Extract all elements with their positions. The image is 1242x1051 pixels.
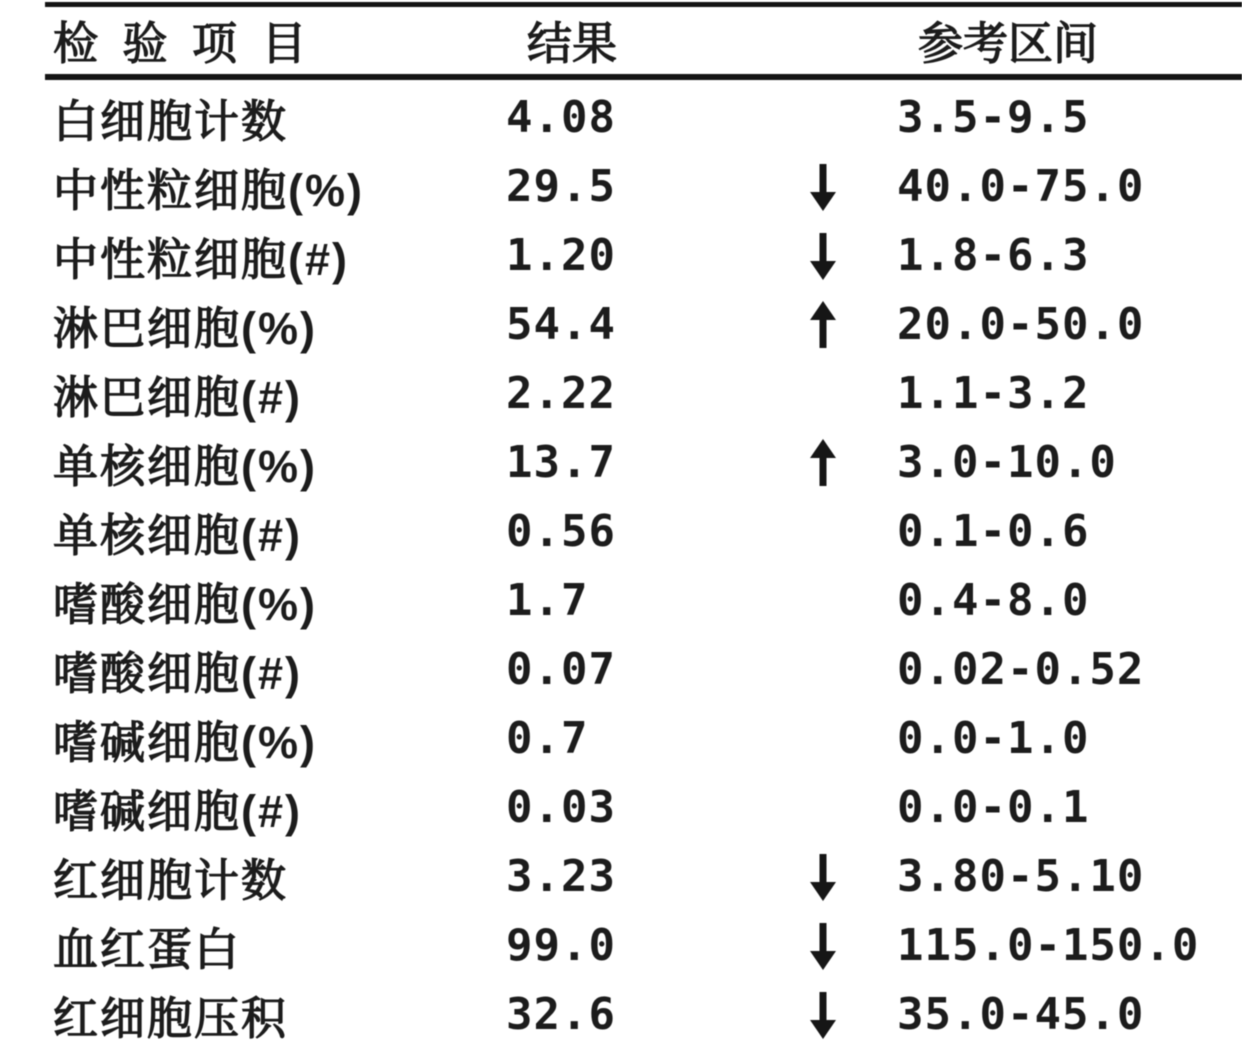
reference-range: 40.0-75.0	[897, 161, 1145, 212]
flag-cell	[790, 370, 856, 418]
test-item-name: 中性粒细胞(#)	[53, 234, 349, 285]
arrow-up-icon	[790, 301, 856, 349]
test-item-name: 嗜碱细胞(%)	[53, 717, 317, 768]
table-row	[0, 773, 1242, 842]
table-row	[0, 566, 1242, 635]
flag-cell	[790, 646, 856, 694]
arrow-down-icon	[790, 232, 856, 280]
table-row	[0, 842, 1242, 911]
test-item-name: 血红蛋白	[53, 924, 242, 975]
reference-range: 3.5-9.5	[897, 92, 1090, 143]
test-item-name: 嗜碱细胞(#)	[53, 786, 302, 837]
flag-cell	[790, 715, 856, 763]
arrow-down-icon	[790, 853, 856, 901]
reference-range: 0.0-1.0	[897, 713, 1090, 764]
test-result-value: 0.7	[506, 713, 589, 764]
arrow-down-icon	[790, 163, 856, 211]
test-item-name: 红细胞计数	[53, 855, 289, 906]
table-row	[0, 980, 1242, 1049]
flag-cell	[790, 577, 856, 625]
arrow-down-icon	[790, 922, 856, 970]
table-row	[0, 290, 1242, 359]
reference-range: 1.1-3.2	[897, 368, 1090, 419]
table-row	[0, 497, 1242, 566]
flag-cell	[790, 784, 856, 832]
test-item-name: 中性粒细胞(%)	[53, 165, 364, 216]
table-header-row	[0, 8, 1242, 70]
flag-cell	[790, 508, 856, 556]
test-item-name: 嗜酸细胞(%)	[53, 579, 317, 630]
test-item-name: 淋巴细胞(%)	[53, 303, 317, 354]
table-row	[0, 359, 1242, 428]
reference-range: 0.0-0.1	[897, 782, 1090, 833]
test-item-name: 单核细胞(#)	[53, 510, 302, 561]
test-result-value: 1.7	[506, 575, 589, 626]
test-result-value: 32.6	[506, 989, 616, 1040]
column-header-result: 结果	[527, 17, 618, 69]
table-header-underline	[45, 74, 1242, 80]
table-row	[0, 152, 1242, 221]
test-item-name: 单核细胞(%)	[53, 441, 317, 492]
table-row	[0, 635, 1242, 704]
reference-range: 3.0-10.0	[897, 437, 1117, 488]
test-result-value: 1.20	[506, 230, 616, 281]
test-item-name: 嗜酸细胞(#)	[53, 648, 302, 699]
reference-range: 0.4-8.0	[897, 575, 1090, 626]
test-result-value: 13.7	[506, 437, 616, 488]
table-body	[0, 83, 1242, 1049]
test-result-value: 3.23	[506, 851, 616, 902]
test-result-value: 0.03	[506, 782, 616, 833]
table-row	[0, 428, 1242, 497]
reference-range: 35.0-45.0	[897, 989, 1145, 1040]
column-header-test-item: 检 验 项 目	[53, 17, 313, 69]
table-row	[0, 83, 1242, 152]
reference-range: 20.0-50.0	[897, 299, 1145, 350]
test-item-name: 白细胞计数	[53, 96, 289, 147]
test-result-value: 0.56	[506, 506, 616, 557]
table-row	[0, 704, 1242, 773]
test-result-value: 99.0	[506, 920, 616, 971]
reference-range: 3.80-5.10	[897, 851, 1145, 902]
reference-range: 115.0-150.0	[897, 920, 1200, 971]
test-item-name: 淋巴细胞(#)	[53, 372, 302, 423]
arrow-down-icon	[790, 991, 856, 1039]
column-header-reference-range: 参考区间	[918, 17, 1099, 69]
test-result-value: 4.08	[506, 92, 616, 143]
reference-range: 1.8-6.3	[897, 230, 1090, 281]
test-result-value: 54.4	[506, 299, 616, 350]
test-result-value: 29.5	[506, 161, 616, 212]
test-item-name: 红细胞压积	[53, 993, 289, 1044]
reference-range: 0.1-0.6	[897, 506, 1090, 557]
test-result-value: 2.22	[506, 368, 616, 419]
table-row	[0, 911, 1242, 980]
test-result-value: 0.07	[506, 644, 616, 695]
table-row	[0, 221, 1242, 290]
flag-cell	[790, 94, 856, 142]
arrow-up-icon	[790, 439, 856, 487]
reference-range: 0.02-0.52	[897, 644, 1145, 695]
